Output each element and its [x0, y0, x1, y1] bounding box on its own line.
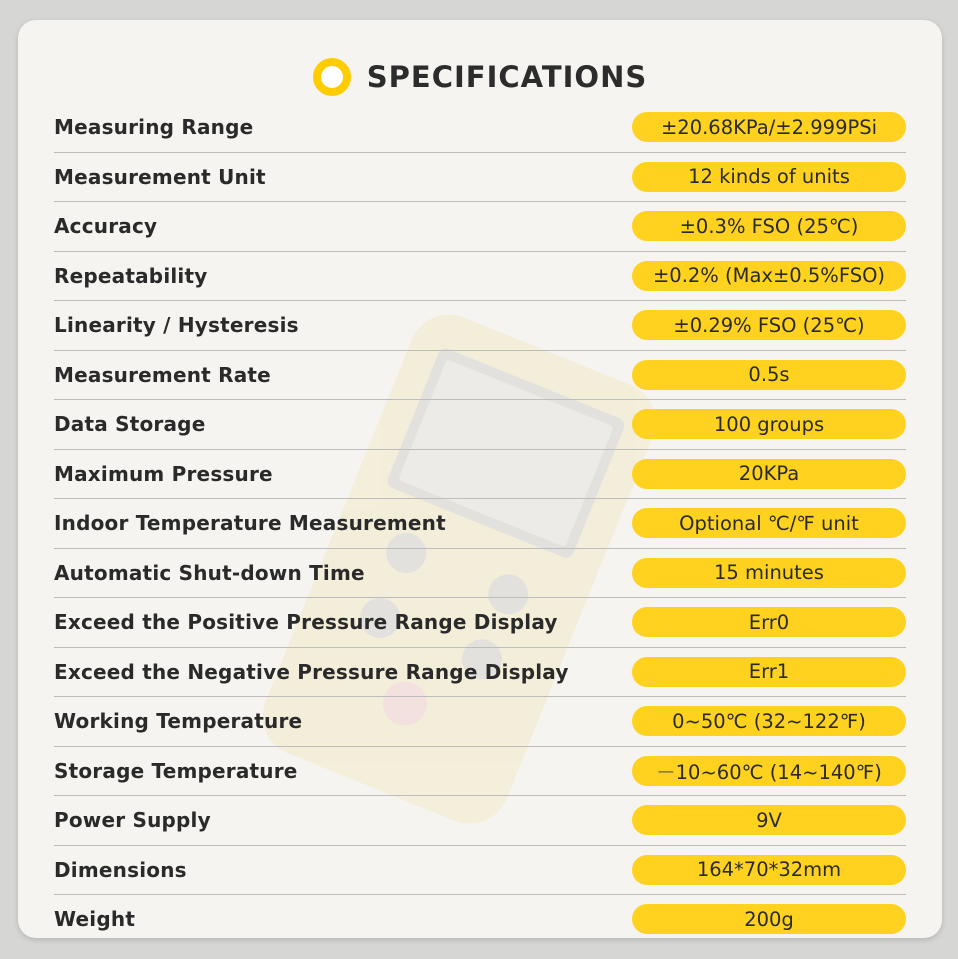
- spec-label: Linearity / Hysteresis: [54, 313, 299, 338]
- spec-value-badge: Optional ℃/℉ unit: [632, 508, 906, 538]
- spec-row: [54, 648, 906, 698]
- spec-label: Exceed the Negative Pressure Range Display: [54, 659, 569, 684]
- spec-value-badge: 15 minutes: [632, 558, 906, 588]
- spec-row: [54, 450, 906, 500]
- spec-table: [54, 103, 906, 938]
- spec-row: [54, 400, 906, 450]
- page-title: SPECIFICATIONS: [366, 60, 648, 94]
- spec-value-badge: －10~60℃ (14~140℉): [632, 756, 906, 786]
- spec-label: Weight: [54, 907, 136, 932]
- spec-label: Indoor Temperature Measurement: [54, 511, 446, 536]
- spec-row: [54, 895, 906, 938]
- spec-value-badge: 0~50℃ (32~122℉): [632, 706, 906, 736]
- spec-row: [54, 351, 906, 401]
- spec-label: Measuring Range: [54, 115, 254, 140]
- spec-value-badge: 100 groups: [632, 409, 906, 439]
- spec-label: Dimensions: [54, 857, 187, 882]
- spec-label: Storage Temperature: [54, 758, 298, 783]
- spec-row: [54, 598, 906, 648]
- spec-label: Maximum Pressure: [54, 461, 273, 486]
- spec-value-badge: Err1: [632, 657, 906, 687]
- spec-value-badge: Err0: [632, 607, 906, 637]
- spec-value-badge: 164*70*32mm: [632, 855, 906, 885]
- spec-value-badge: ±0.2% (Max±0.5%FSO): [632, 261, 906, 291]
- spec-label: Automatic Shut-down Time: [54, 560, 365, 585]
- spec-value-badge: 0.5s: [632, 360, 906, 390]
- spec-row: [54, 697, 906, 747]
- spec-label: Data Storage: [54, 412, 206, 437]
- spec-label: Power Supply: [54, 808, 211, 833]
- ring-icon: [313, 58, 351, 96]
- spec-value-badge: 20KPa: [632, 459, 906, 489]
- spec-value-badge: ±0.29% FSO (25℃): [632, 310, 906, 340]
- spec-row: [54, 499, 906, 549]
- spec-row: [54, 301, 906, 351]
- spec-row: [54, 252, 906, 302]
- spec-row: [54, 202, 906, 252]
- spec-label: Measurement Unit: [54, 164, 266, 189]
- spec-value-badge: ±0.3% FSO (25℃): [632, 211, 906, 241]
- spec-row: [54, 796, 906, 846]
- spec-label: Exceed the Positive Pressure Range Display: [54, 610, 558, 635]
- spec-label: Working Temperature: [54, 709, 303, 734]
- spec-row: [54, 549, 906, 599]
- spec-card: [18, 20, 942, 938]
- spec-label: Measurement Rate: [54, 362, 271, 387]
- spec-label: Repeatability: [54, 263, 208, 288]
- title-row: [18, 42, 942, 112]
- spec-value-badge: 12 kinds of units: [632, 162, 906, 192]
- spec-value-badge: 9V: [632, 805, 906, 835]
- spec-row: [54, 747, 906, 797]
- spec-value-badge: ±20.68KPa/±2.999PSi: [632, 112, 906, 142]
- spec-label: Accuracy: [54, 214, 158, 239]
- spec-row: [54, 846, 906, 896]
- spec-value-badge: 200g: [632, 904, 906, 934]
- spec-row: [54, 153, 906, 203]
- spec-row: [54, 103, 906, 153]
